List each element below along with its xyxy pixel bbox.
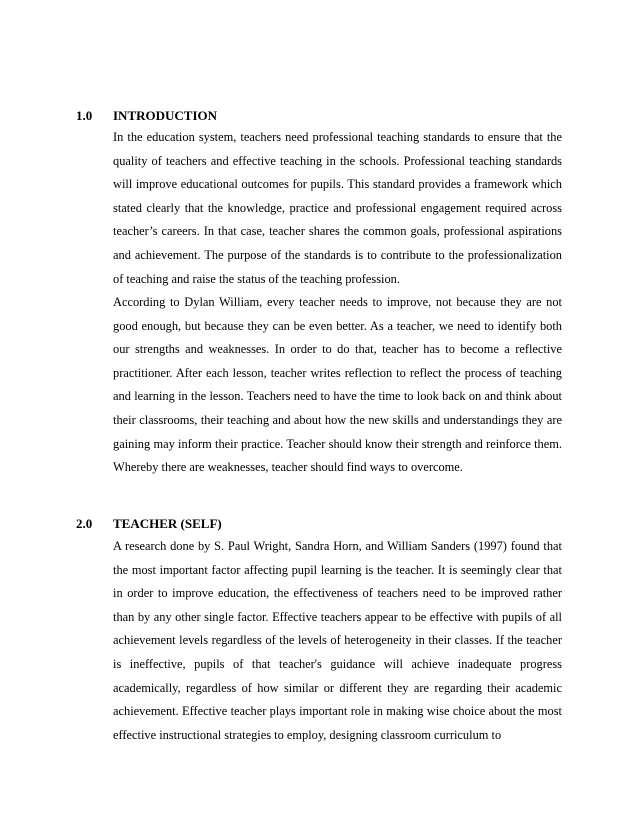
section-number: 1.0 [76, 108, 93, 123]
section-heading: TEACHER (SELF) [113, 516, 222, 531]
section-number: 2.0 [76, 516, 93, 531]
paragraph: In the education system, teachers need professional teaching standards to ensure that the quality of teachers and effective teaching in the schools. Professional teaching standards will improve educational outcomes for pupils. This standard provides a framework which stated clearly that the knowledge, practice and professional engagement required across teacher’s careers. In that case, teacher shares the common goals, professional aspirations and achievement. The purpose of the standards is to contribute to the professionalization of teaching and raise the status of the teaching profession. [113, 130, 562, 286]
paragraph: According to Dylan William, every teacher needs to improve, not because they are not good enough, but because they can be even better. As a teacher, we need to identify both our strengths and weaknesses. In order to do that, teacher has to become a reflective practitioner. After each lesson, teacher writes reflection to reflect the process of teaching and learning in the lesson. Teachers need to have the time to look back on and think about their classrooms, their teaching and about how the new skills and understandings they are gaining may inform their practice. Teacher should know their strength and reinforce them. Whereby there are weaknesses, teacher should find ways to overcome. [113, 295, 562, 475]
paragraph: A research done by S. Paul Wright, Sandra Horn, and William Sanders (1997) found that the most important factor affecting pupil learning is the teacher. It is seemingly clear that in order to improve education, the effectiveness of teachers need to be improved rather than by any other single factor. Effective teachers appear to be effective with pupils of all achievement levels regardless of the levels of heterogeneity in their classes. If the teacher is ineffective, pupils of that teacher's guidance will achieve inadequate progress academically, regardless of how similar or different they are regarding their academic achievement. Effective teacher plays important role in making wise choice about the most effective instructional strategies to employ, designing classroom curriculum to [113, 539, 562, 742]
section-heading: INTRODUCTION [113, 108, 218, 123]
